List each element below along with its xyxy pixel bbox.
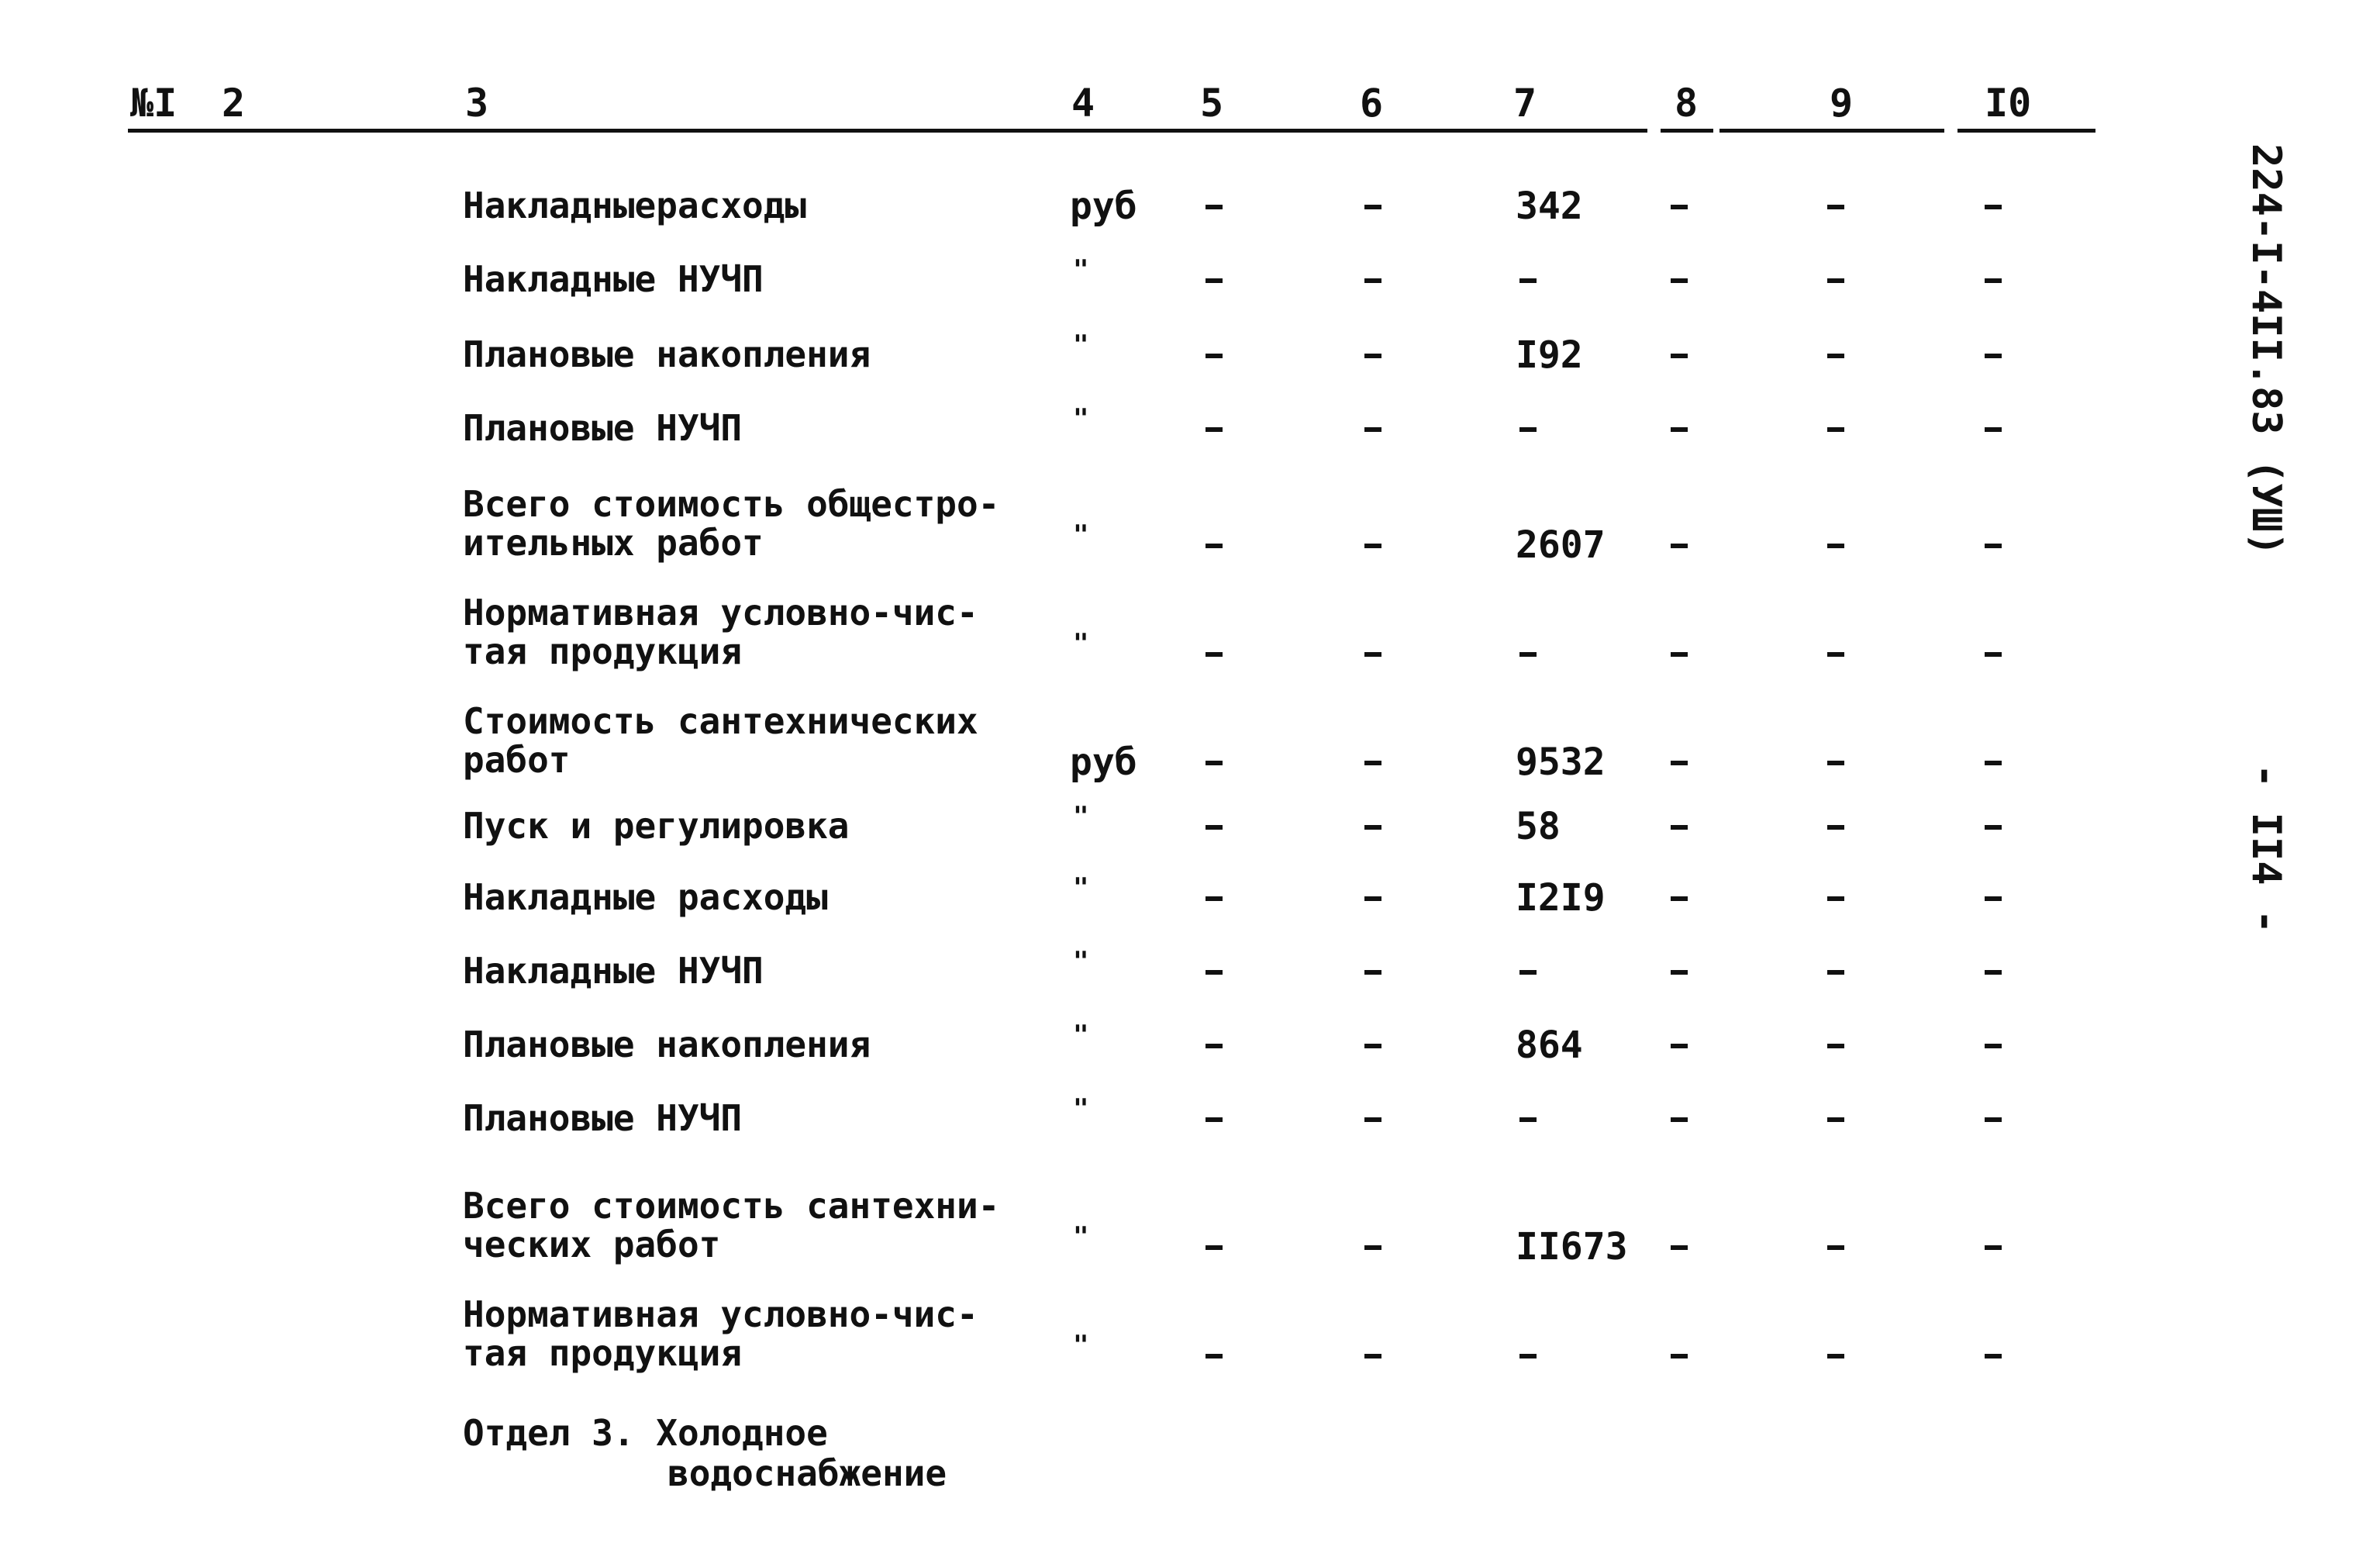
row-unit: руб (1070, 741, 1137, 784)
cell-value: II673 (1516, 1225, 1628, 1269)
cell-dash (1827, 544, 1844, 548)
cell-dash (1671, 825, 1688, 830)
row-label: Плановые НУЧП (463, 407, 743, 449)
document-code-text: 224-I-4II.83 (УШ) (2243, 143, 2289, 557)
cell-dash (1671, 278, 1688, 283)
cell-dash (1364, 205, 1381, 209)
cell-dash (1671, 1245, 1688, 1250)
cell-dash (1206, 1245, 1223, 1250)
header-col-3: 3 (465, 81, 489, 126)
cell-dash (1364, 970, 1381, 975)
header-col-9: 9 (1830, 81, 1854, 126)
cell-dash (1206, 896, 1223, 901)
cell-dash (1827, 1117, 1844, 1122)
cell-dash (1364, 1044, 1381, 1048)
row-label: Плановые НУЧП (463, 1097, 743, 1139)
header-rule (1719, 129, 1944, 133)
cell-value: I92 (1516, 333, 1583, 377)
cell-dash (1364, 1354, 1381, 1358)
row-label: Плановые накопления (463, 333, 871, 375)
cell-dash (1827, 761, 1844, 765)
cell-dash (1827, 354, 1844, 358)
cell-dash (1985, 896, 2002, 901)
row-unit: " (1073, 403, 1089, 434)
row-unit: руб (1070, 185, 1137, 228)
cell-dash (1985, 205, 2002, 209)
cell-dash (1827, 1044, 1844, 1048)
row-label: Нормативная условно-чис- тая продукция (463, 592, 978, 672)
cell-dash (1985, 652, 2002, 657)
row-unit: " (1073, 872, 1089, 903)
row-unit: " (1073, 520, 1089, 551)
section-heading-line2: водоснабжение (667, 1452, 947, 1494)
row-unit: " (1073, 1093, 1089, 1124)
row-unit: " (1073, 254, 1089, 285)
header-col-5: 5 (1200, 81, 1224, 126)
row-label: Всего стоимость общестро- ительных работ (463, 483, 1000, 564)
cell-dash (1206, 1354, 1223, 1358)
cell-dash (1985, 825, 2002, 830)
cell-dash (1519, 652, 1537, 657)
cell-dash (1364, 1245, 1381, 1250)
cell-dash (1671, 1044, 1688, 1048)
cell-dash (1671, 896, 1688, 901)
row-label: Всего стоимость сантехни- ческих работ (463, 1185, 1000, 1265)
header-col-10: I0 (1985, 81, 2032, 126)
cell-dash (1827, 278, 1844, 283)
cell-dash (1985, 354, 2002, 358)
cell-dash (1206, 354, 1223, 358)
row-unit: " (1073, 801, 1089, 832)
cell-value: I2I9 (1516, 876, 1606, 920)
row-unit: " (1073, 628, 1089, 659)
cell-dash (1671, 652, 1688, 657)
page-number-text: - II4 - (2243, 764, 2289, 934)
cell-dash (1364, 825, 1381, 830)
cell-value: 342 (1516, 185, 1583, 228)
cell-dash (1985, 1354, 2002, 1358)
row-unit: " (1073, 1330, 1089, 1361)
header-col-7: 7 (1513, 81, 1537, 126)
cell-dash (1364, 761, 1381, 765)
cell-dash (1985, 544, 2002, 548)
cell-dash (1671, 354, 1688, 358)
row-label: Накладные НУЧП (463, 950, 764, 992)
cell-dash (1985, 1044, 2002, 1048)
cell-value: 58 (1516, 805, 1561, 848)
cell-dash (1519, 1117, 1537, 1122)
section-heading-line1: Отдел 3. Холодное (463, 1412, 828, 1454)
cell-dash (1206, 1117, 1223, 1122)
row-label: Накладные НУЧП (463, 258, 764, 300)
cell-dash (1671, 205, 1688, 209)
cell-dash (1364, 427, 1381, 432)
header-col-6: 6 (1360, 81, 1384, 126)
cell-dash (1364, 896, 1381, 901)
row-unit: " (1073, 330, 1089, 361)
cell-dash (1671, 544, 1688, 548)
cell-dash (1985, 1117, 2002, 1122)
header-rule (1661, 129, 1713, 133)
header-col-2: 2 (222, 81, 246, 126)
cell-dash (1985, 427, 2002, 432)
header-rule (128, 129, 1647, 133)
cell-dash (1364, 544, 1381, 548)
header-col-4: 4 (1071, 81, 1095, 126)
cell-dash (1985, 1245, 2002, 1250)
cell-dash (1206, 427, 1223, 432)
cell-dash (1364, 354, 1381, 358)
row-unit: " (1073, 1221, 1089, 1252)
cell-dash (1519, 1354, 1537, 1358)
cell-dash (1206, 825, 1223, 830)
cell-dash (1827, 205, 1844, 209)
cell-dash (1827, 427, 1844, 432)
cell-dash (1364, 1117, 1381, 1122)
row-label: Стоимость сантехнических работ (463, 700, 978, 781)
cell-dash (1519, 278, 1537, 283)
cell-dash (1519, 970, 1537, 975)
row-label: Пуск и регулировка (463, 805, 850, 847)
cell-value: 9532 (1516, 741, 1606, 784)
row-label: Нормативная условно-чис- тая продукция (463, 1293, 978, 1374)
row-label: Накладные расходы (463, 876, 828, 918)
row-unit: " (1073, 1020, 1089, 1051)
header-col-8: 8 (1675, 81, 1699, 126)
cell-dash (1827, 825, 1844, 830)
cell-dash (1519, 427, 1537, 432)
cell-dash (1206, 278, 1223, 283)
cell-dash (1671, 761, 1688, 765)
cell-dash (1206, 1044, 1223, 1048)
cell-dash (1827, 652, 1844, 657)
row-label: Накладныерасходы (463, 185, 807, 226)
cell-dash (1827, 1245, 1844, 1250)
cell-dash (1985, 970, 2002, 975)
cell-dash (1671, 970, 1688, 975)
cell-value: 2607 (1516, 523, 1606, 567)
header-col-1: №I (130, 81, 178, 126)
cell-dash (1827, 1354, 1844, 1358)
cell-dash (1671, 1117, 1688, 1122)
cell-dash (1206, 761, 1223, 765)
row-label: Плановые накопления (463, 1024, 871, 1065)
cell-dash (1985, 761, 2002, 765)
cell-dash (1206, 544, 1223, 548)
cell-dash (1671, 1354, 1688, 1358)
cell-dash (1206, 970, 1223, 975)
cell-dash (1985, 278, 2002, 283)
cell-dash (1827, 970, 1844, 975)
cell-dash (1206, 652, 1223, 657)
header-rule (1957, 129, 2095, 133)
cell-dash (1364, 278, 1381, 283)
cell-dash (1827, 896, 1844, 901)
section-heading (463, 1413, 947, 1493)
cell-value: 864 (1516, 1024, 1583, 1067)
cell-dash (1206, 205, 1223, 209)
row-unit: " (1073, 946, 1089, 977)
cell-dash (1364, 652, 1381, 657)
cell-dash (1671, 427, 1688, 432)
